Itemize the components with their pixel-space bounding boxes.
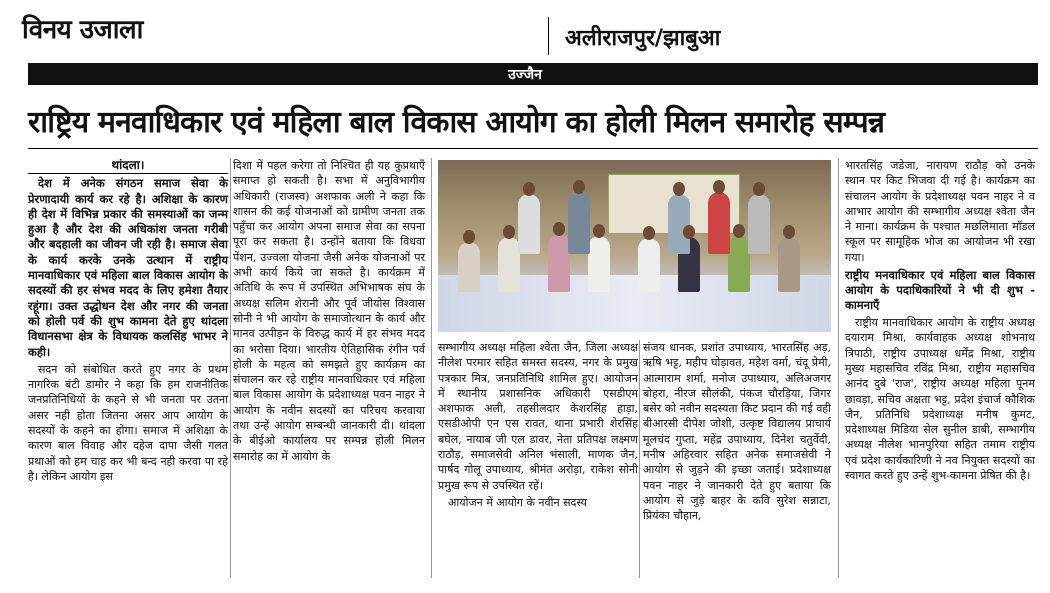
person-head — [503, 225, 515, 239]
person-head — [593, 224, 605, 238]
body-paragraph: संजय धानक, प्रशांत उपाध्याय, भारतसिंह अड़, ऋषि भट्ट, महीप घोड़ावत, महेश वर्मा, चंदू प्रेमी, आत्माराम शर्मा, मनोज उपाध्याय, अलिअजगर बोहरा, नीरज सौलंकी, पंकज चौरड़िया, जिगर बसेर को नवीन सदस्यता किट प्रदान की गई वही बीआरसी दीपेश जोशी, उत्कृष्ट विद्यालय प्राचार्य मूलचंद गुप्ता, महेंद्र उपाध्याय, दिनेश चतुर्वेदी, मनीष अहिरवार सहित अनेक समाजसेवी ने आयोग से जुड़ने की इच्छा जताई। प्रदेशाध्यक्ष पवन नाहर ने जानकारी देते हुए बताया कि आयोग से जुड़े बाहर के कवि सुरेश सन्नाटा, प्रियंका चौहान, — [643, 341, 831, 523]
column-divider — [639, 340, 640, 578]
person — [548, 234, 570, 292]
body-paragraph: राष्ट्रीय मानवाधिकार आयोग के राष्ट्रीय अध्यक्ष दयाराम मिश्रा, कार्यवाहक अध्यक्ष शोभनाथ त्रिपाठी, राष्ट्रीय उपाध्यक्ष धर्मेंद्र मिश्रा, राष्ट्रीय मुख्य महासचिव रविंद्र मिश्रा, राष्ट्रीय महासचिव आनंद दुबे 'राज', राष्ट्रीय अध्यक्ष महिला पूनम छावड़ा, सचिव अक्षता भट्ट, प्रदेश इंचार्ज कौशिक जैन, प्रतिनिधि प्रदेशाध्यक्ष मनीष कुमट, प्रदेशाध्यक्ष मिडिया सेल सुनील डाबी, सम्भागीय अध्यक्ष नीलेश भानपुरिया सहित तमाम राष्ट्रीय एवं प्रदेश कार्यकारिणी ने नव नियुक्त सदस्यों का स्वागत करते हुए उन्हें शुभ-कामना प्रेषित की है। — [845, 316, 1035, 483]
person-head — [643, 226, 655, 240]
person — [458, 242, 480, 292]
person — [498, 237, 520, 292]
section-city: उज्जैन — [508, 67, 542, 83]
person — [778, 237, 800, 292]
person — [708, 192, 730, 254]
column-divider — [431, 158, 432, 578]
person-head — [673, 182, 685, 196]
column-divider — [838, 158, 839, 578]
body-paragraph: दिशा में पहल करेगा तो निश्चित ही यह कुप्रथाएँ समाप्त हो सकती है। सभा में अनुविभागीय अधिकारी (राजस्व) अशफाक अली ने कहा कि शासन की कई योजनाओं को ग्रामीण जनता तक पहुँचा कर आयोग अपना समाज सेवा का सपना पूरा कर सकता है। उन्होंने बताया कि विधवा पेंशन, उज्वला योजना जैसी अनेक योजनाओं पर अभी कार्य किये जा सकते है। कार्यक्रम में अतिथि के रूप में उपस्थित अभिभाषक संघ के अध्यक्ष सलिम शेरानी और पूर्व जीयोस विश्वास सोनी ने भी आयोग के समाजोत्थान के कार्य और मानव उत्पीड़न के विरुद्ध कार्य में हर संभव मदद का भरोसा दिया। भारतीय ऐतिहासिक रंगीन पर्व होली के महत्व को समझते हुए कार्यक्रम का संचालन कर रहे राष्ट्रीय मानवाधिकार एवं महिला बाल विकास आयोग के प्रदेशाध्यक्ष पवन नाहर ने आयोग के नवीन सदस्यों का परिचय करवाया तथा उन्हें आयोग सम्बन्धी जानकारी दी। थांदला के बीईओ कार्यालय पर सम्पन्न होली मिलन समारोह का में आयोग के — [233, 159, 425, 463]
body-paragraph: सम्भागीय अध्यक्ष महिला श्वेता जैन, जिला अध्यक्ष नीलेश परमार सहित समस्त सदस्य, नगर के प्रमुख पत्रकार मित्र, जनप्रतिनिधि शामिल हुए। आयोजन में स्थानीय प्रशासनिक अधिकारी एसडीएम अशफाक अली, तहसीलदार केशरसिंह हाड़ा, एसडीओपी एन एस रावत, थाना प्रभारी शेरसिंह बघेल, नायाब जी एल डावर, नेता प्रतिपक्ष लक्ष्मण राठौड़, समाजसेवी अनिल भंसाली, माणक जैन, पार्षद गोलू उपाध्याय, श्रीमंत अरोड़ा, राकेश सोनी प्रमुख रूप से उपस्थित रहें। — [438, 341, 638, 492]
person-head — [733, 224, 745, 238]
person — [518, 194, 540, 254]
event-group-photo — [438, 160, 831, 332]
lead-paragraph: देश में अनेक संगठन समाज सेवा के प्रेरणादायी कार्य कर रहे है। अशिक्षा के कारण ही देश में विभिन्न प्रकार की समस्याओं का जन्म हुआ है और देश की अधिकांश जनता गरीबी और बदहाली का जीवन जी रही है। समाज सेवा के कार्य करके उनके उत्थान में राष्ट्रीय मानवाधिकार एवं महिला बाल विकास आयोग के सदस्यों की हर संभव मदद के लिए हमेशा तैयार रहूंगा। उक्त उद्धोधन देश और नगर की जनता को होली पर्व की शुभ कामना देते हुए थांदला विधानसभा क्षेत्र के विधायक कलसिंह भाभर ने कही। — [28, 176, 228, 359]
person-head — [523, 182, 535, 196]
person-head — [783, 225, 795, 239]
person — [568, 192, 590, 254]
body-paragraph: भारतसिंह जडेजा, नारायण राठौड़ को उनके स्थान पर किट भिजवा दी गई है। कार्यक्रम का संचालन आयोग के प्रदेशाध्यक्ष पवन नाहर ने व आभार आयोग की सम्भागीय अध्यक्ष श्वेता जैन ने माना। कार्यक्रम के पश्चात मछलिमाता मॉडल स्कूल पर सामूहिक भोज का आयोजन भी रखा गया। — [845, 159, 1035, 264]
edition-name: अलीराजपुर/झाबुआ — [565, 26, 721, 51]
newspaper-logo: विनय उजाला — [22, 15, 143, 45]
article-headline: राष्ट्रिय मनवाधिकार एवं महिला बाल विकास आयोग का होली मिलन समारोह सम्पन्न — [28, 105, 885, 140]
subheading: राष्ट्रीय मनवाधिकार एवं महिला बाल विकास आयोग के पदाधिकारियों ने भी दी शुभ - कामनाएँ — [845, 268, 1035, 313]
person-head — [753, 182, 765, 196]
person-head — [573, 180, 585, 194]
dateline: थांदला। — [28, 158, 228, 174]
table-cloth — [438, 275, 831, 332]
article-column-4 — [643, 340, 831, 526]
article-column-1 — [28, 158, 228, 486]
article-column-5 — [845, 158, 1035, 485]
person-head — [553, 222, 565, 236]
body-paragraph: आयोजन में आयोग के नवीन सदस्य — [448, 495, 588, 509]
person-head — [683, 225, 695, 239]
person — [668, 194, 690, 254]
person — [728, 236, 750, 292]
article-column-2 — [233, 158, 425, 466]
edition-divider — [548, 17, 549, 55]
article-column-3 — [438, 340, 638, 512]
headline-divider — [28, 148, 1038, 149]
column-divider — [230, 158, 231, 578]
person-head — [713, 180, 725, 194]
person — [588, 236, 610, 292]
person-head — [463, 230, 475, 244]
body-paragraph: सदन को संबोधित करते हुए नगर के प्रथम नागरिक बंटी डामोर ने कहा कि हम राजनीतिक जनप्रतिनिधियों के कहने से भी जनता पर उतना असर नही होता जितना असर आप आयोग के सदस्यों के कहने का होगा। समाज में अशिक्षा के कारण बाल विवाह और दहेज दापा जैसी गलत प्रथाओं को हम चाह कर भी बन्द नही करवा पा रहे है। लेकिन आयोग इस — [28, 362, 228, 483]
person — [748, 194, 770, 254]
person — [638, 238, 660, 292]
